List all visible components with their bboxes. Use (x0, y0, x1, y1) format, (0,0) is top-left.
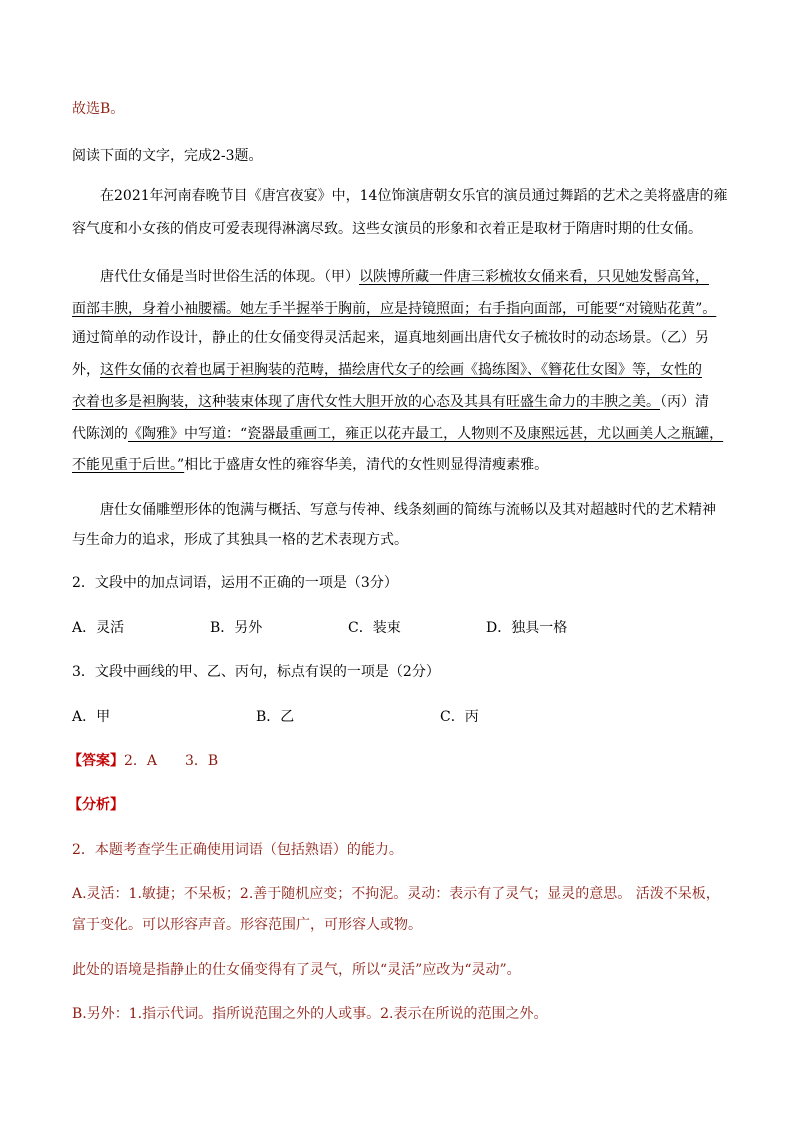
paragraph-2-line-6: 代陈浏的《陶雅》中写道：“瓷器最重画工，雍正以花卉最工，人物则不及康熙远甚，尤以画美人之瓶罐， (72, 426, 724, 442)
question-3-option-b: B．乙 (256, 709, 295, 725)
paragraph-1-line-1: 在2021年河南春晚节目《唐宫夜宴》中，14位饰演唐朝女乐官的演员通过舞蹈的艺术之美将盛唐的雍 (100, 188, 728, 204)
analysis-line-3: 富于变化。可以形容声音。形容范围广，可形容人或物。 (72, 917, 422, 933)
answer-text: 2．A 3．B (124, 753, 219, 769)
question-2-option-c: C．装束 (348, 620, 401, 636)
sentence-bing-underlined: 《陶雅》中写道：“瓷器最重画工，雍正以花卉最工，人物则不及康熙远甚，尤以画美人之瓶罐， (128, 426, 724, 442)
sentence-yi-underlined: 这件女俑的衣着也属于袒胸装的范畴，描绘唐代女子的绘画《捣练图》、《簪花仕女图》等，女性的 (100, 362, 702, 378)
paragraph-2-line-7: 不能见重于后世。”相比于盛唐女性的雍容华美，清代的女性则显得清瘦素雅。 (72, 457, 549, 473)
paragraph-3-line-2: 与生命力的追求，形成了其独具一格的艺术表现方式。 (72, 532, 408, 548)
sentence-jia-underlined: 以陕博所藏一件唐三彩梳妆女俑来看，只见她发髻高耸， (359, 269, 709, 285)
paragraph-2-text: 唐代仕女俑是当时世俗生活的体现。（甲） (100, 269, 359, 285)
paragraph-2-line-4: 外，这件女俑的衣着也属于袒胸装的范畴，描绘唐代女子的绘画《捣练图》、《簪花仕女图》等，女性的 (72, 362, 702, 378)
paragraph-2-line-3: 通过简单的动作设计，静止的仕女俑变得灵活起来，逼真地刻画出唐代女子梳妆时的动态场景。（乙）另 (72, 330, 709, 346)
previous-answer-conclusion: 故选B。 (72, 101, 125, 117)
sentence-yi-underlined-cont: 衣着也多是袒胸装，这种装束体现了唐代女性大胆开放的心态及其具有旺盛生命力的丰腴之美。 (72, 394, 660, 410)
question-3-option-a: A．甲 (72, 709, 111, 725)
analysis-label: 【分析】 (68, 797, 124, 813)
answer-label: 【答案】 (68, 753, 124, 769)
analysis-line-5: B.另外：1.指示代词。指所说范围之外的人或事。2.表示在所说的范围之外。 (72, 1006, 548, 1022)
paragraph-2-line-2: 面部丰腴，身着小袖腰襦。她左手半握举于胸前，应是持镜照面；右手指向面部，可能要“对镜贴花黄”。 (72, 301, 717, 317)
paragraph-2-line-5: 衣着也多是袒胸装，这种装束体现了唐代女性大胆开放的心态及其具有旺盛生命力的丰腴之美。（丙）清 (72, 394, 709, 410)
paragraph-2-line-1 (100, 267, 709, 287)
question-2-option-b: B．另外 (210, 620, 263, 636)
question-2-option-a: A．灵活 (72, 620, 125, 636)
question-2-option-d: D．独具一格 (486, 620, 568, 636)
question-3-stem: 3．文段中画线的甲、乙、丙句，标点有误的一项是（2分） (72, 664, 440, 680)
paragraph-1-line-2: 容气度和小女孩的俏皮可爱表现得淋漓尽致。这些女演员的形象和衣着正是取材于隋唐时期的仕女俑。 (72, 221, 702, 237)
paragraph-3-line-1: 唐仕女俑雕塑形体的饱满与概括、写意与传神、线条刻画的简练与流畅以及其对超越时代的艺术精神 (100, 502, 716, 518)
analysis-line-2: A.灵活：1.敏捷；不呆板；2.善于随机应变；不拘泥。灵动：表示有了灵气；显灵的意思。 活泼不呆板， (72, 886, 720, 902)
sentence-bing-underlined-cont: 不能见重于后世。” (72, 457, 185, 473)
analysis-line-1: 2．本题考查学生正确使用词语（包括熟语）的能力。 (72, 842, 403, 858)
question-3-option-c: C．丙 (440, 709, 479, 725)
reading-instruction: 阅读下面的文字，完成2-3题。 (72, 148, 263, 164)
answer-line (68, 751, 218, 771)
question-2-stem: 2．文段中的加点词语，运用不正确的一项是（3分） (72, 575, 398, 591)
analysis-line-4: 此处的语境是指静止的仕女俑变得有了灵气，所以“灵活”应改为“灵动”。 (72, 962, 521, 978)
